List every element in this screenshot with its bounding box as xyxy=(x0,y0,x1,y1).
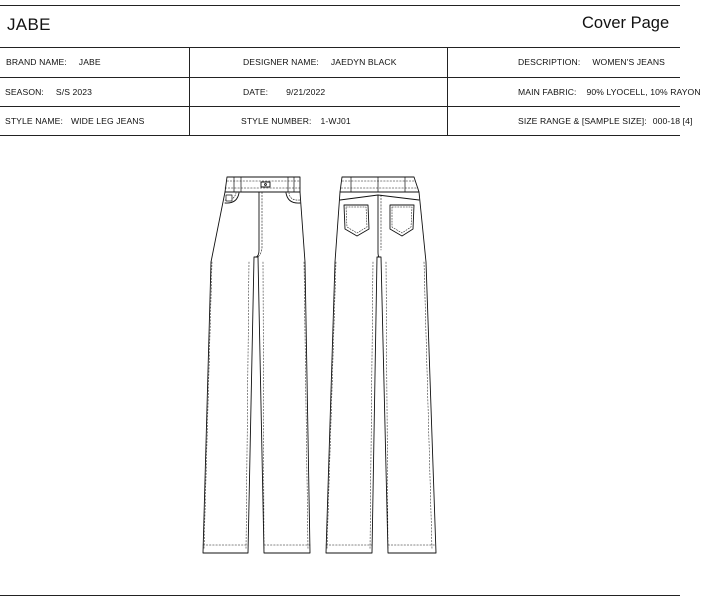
main-fabric-label: MAIN FABRIC: xyxy=(518,87,577,97)
table-row-divider-1 xyxy=(0,77,680,78)
style-number-value: 1-WJ01 xyxy=(320,116,351,126)
designer-name-label: DESIGNER NAME: xyxy=(243,57,319,67)
style-name-field xyxy=(5,116,144,126)
description-field xyxy=(518,57,665,67)
designer-name-field xyxy=(243,57,397,67)
season-field xyxy=(5,87,92,97)
jeans-back-flat xyxy=(326,177,436,553)
description-label: DESCRIPTION: xyxy=(518,57,581,67)
table-row-divider-2 xyxy=(0,106,680,107)
description-value: WOMEN'S JEANS xyxy=(592,57,665,67)
season-value: S/S 2023 xyxy=(55,87,93,97)
date-field xyxy=(243,87,325,97)
size-range-value: 000-18 [4] xyxy=(652,116,693,126)
main-fabric-value: 90% LYOCELL, 10% RAYON xyxy=(586,87,701,97)
bottom-border xyxy=(0,595,680,596)
style-name-label: STYLE NAME: xyxy=(5,116,63,126)
season-label: SEASON: xyxy=(5,87,44,97)
style-number-field xyxy=(241,116,351,126)
size-range-field xyxy=(518,116,692,126)
technical-flats xyxy=(196,172,446,558)
brand-name-label: BRAND NAME: xyxy=(6,57,67,67)
table-top-border xyxy=(0,47,680,48)
page-label: Cover Page xyxy=(582,14,670,32)
style-number-label: STYLE NUMBER: xyxy=(241,116,312,126)
main-fabric-field xyxy=(518,87,701,97)
table-bottom-border xyxy=(0,135,680,136)
date-value: 9/21/2022 xyxy=(286,87,326,97)
brand-name-field xyxy=(6,57,101,67)
brand-name-value: JABE xyxy=(78,57,101,67)
top-border xyxy=(0,5,680,6)
brand-title: JABE xyxy=(7,15,51,34)
date-label: DATE: xyxy=(243,87,269,97)
table-column-divider-2 xyxy=(447,47,448,136)
jeans-front-flat xyxy=(203,177,310,553)
size-range-label: SIZE RANGE & [SAMPLE SIZE]: xyxy=(518,116,647,126)
table-column-divider-1 xyxy=(189,47,190,136)
style-name-value: WIDE LEG JEANS xyxy=(70,116,145,126)
designer-name-value: JAEDYN BLACK xyxy=(330,57,397,67)
